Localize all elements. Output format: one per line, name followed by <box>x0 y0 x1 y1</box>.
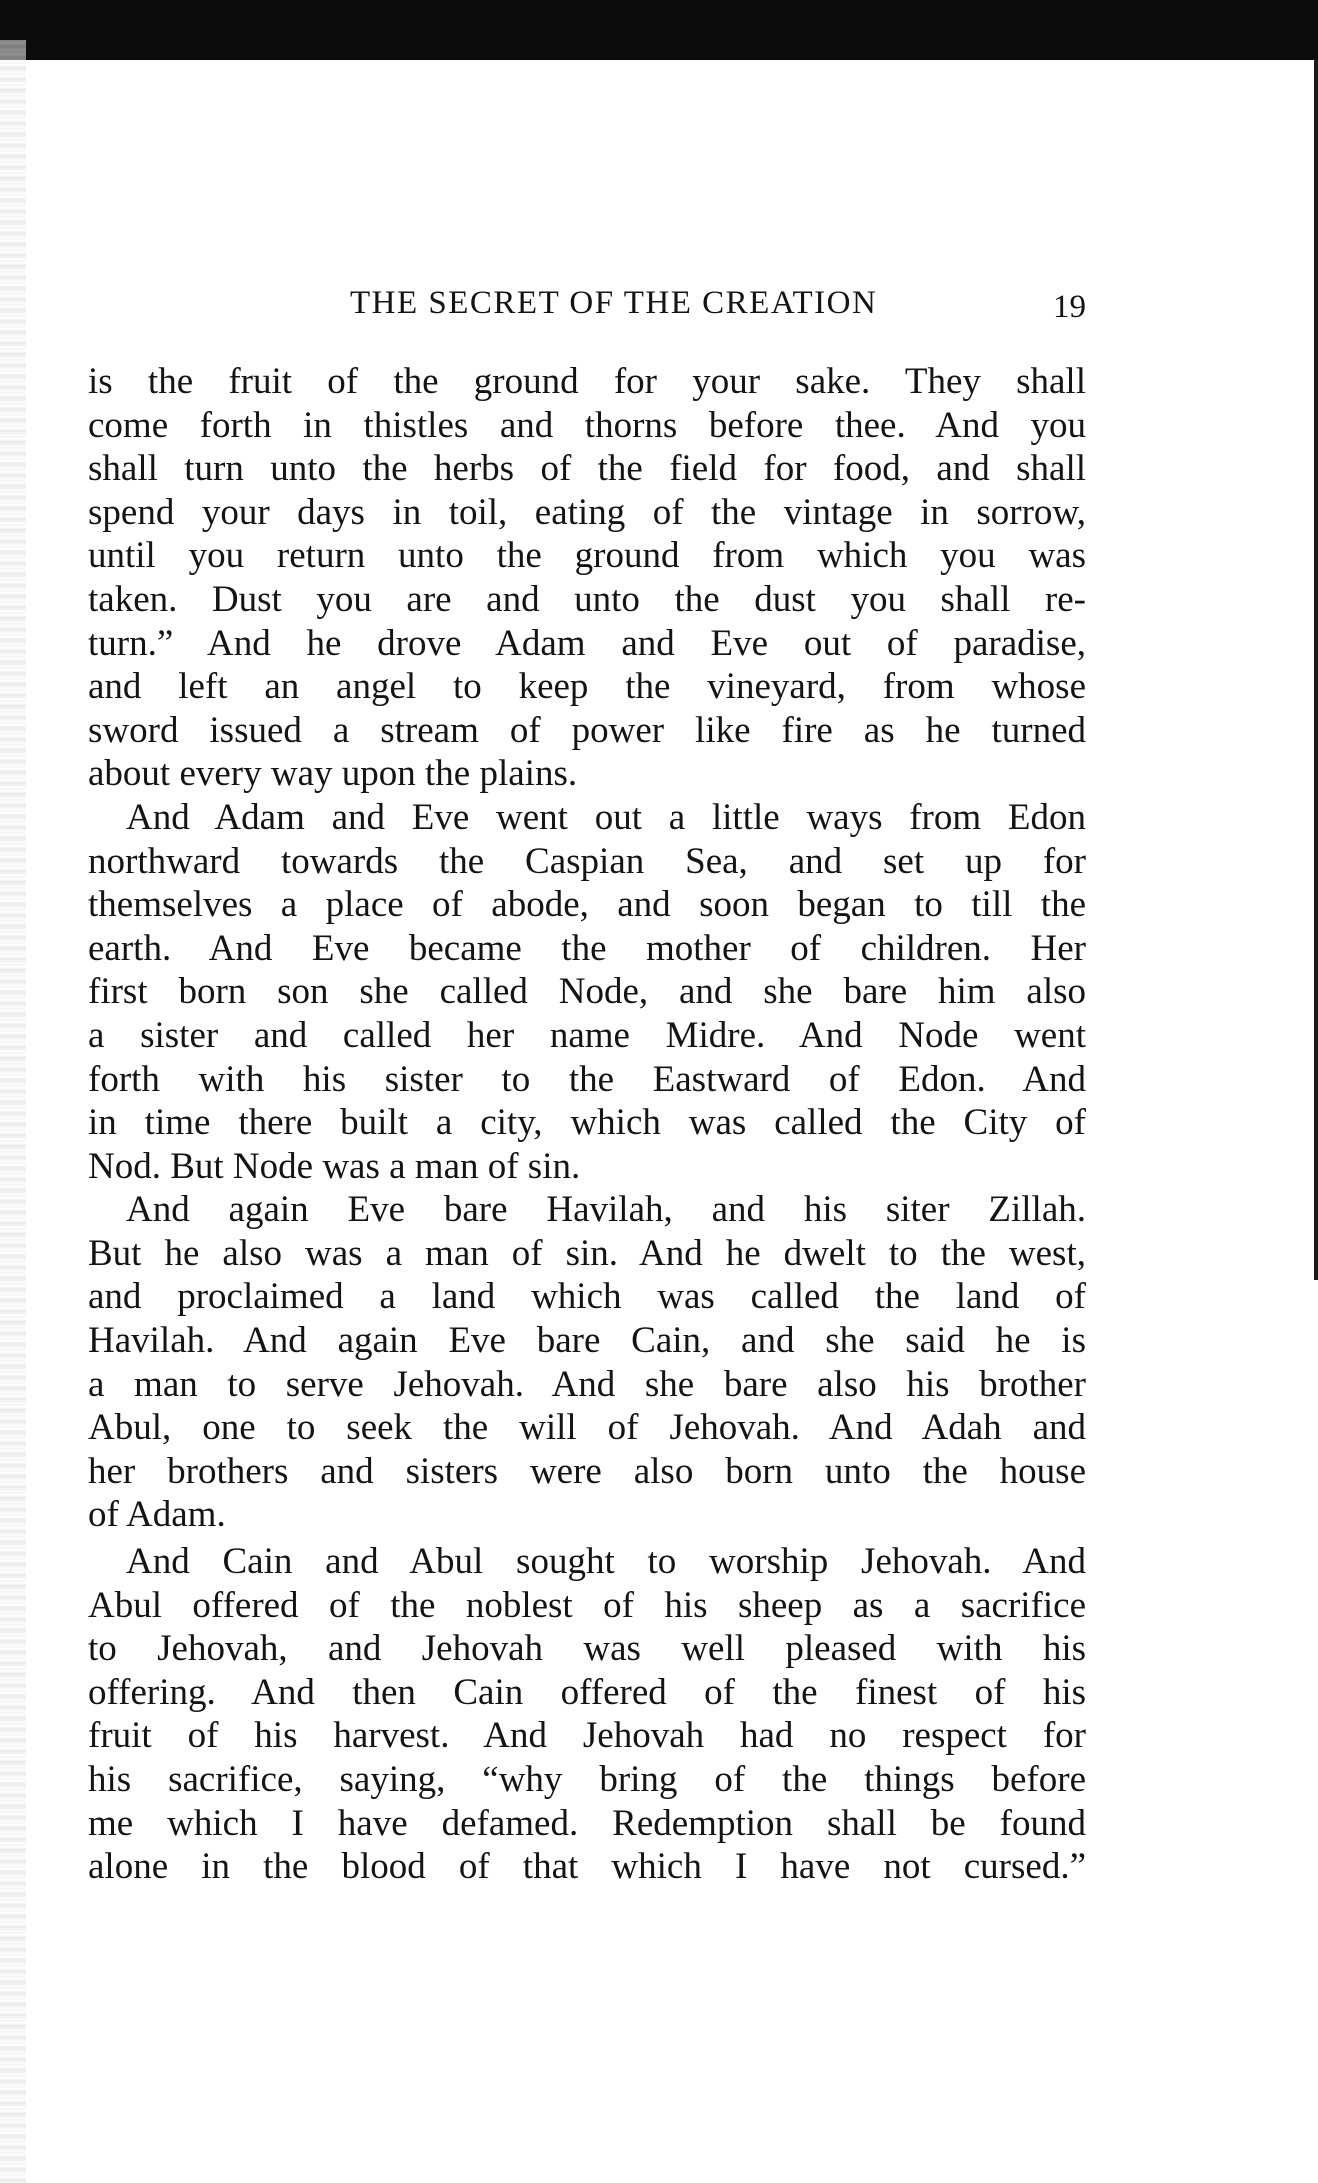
text-line: until you return unto the ground from which you was <box>88 535 1086 577</box>
text-line: me which I have defamed. Redemption shall be found <box>88 1802 1086 1844</box>
paragraph-first-line: And Cain and Abul sought to worship Jehovah. And <box>126 1541 1086 1583</box>
text-line: his sacrifice, saying, “why bring of the things before <box>88 1759 1086 1800</box>
paragraph-last-line: Nod. But Node was a man of sin. <box>88 1145 581 1187</box>
page-number: 19 <box>1053 289 1086 325</box>
paragraph-first-line: And again Eve bare Havilah, and his siter Zillah. <box>126 1189 1086 1231</box>
paragraph-first-line: And Adam and Eve went out a little ways from Edon <box>126 796 1086 838</box>
text-line: earth. And Eve became the mother of children. Her <box>88 927 1086 969</box>
text-line: Havilah. And again Eve bare Cain, and she said he is <box>88 1320 1086 1362</box>
text-line: her brothers and sisters were also born unto the house <box>88 1450 1086 1492</box>
scan-right-edge <box>1314 60 1318 1280</box>
text-line: to Jehovah, and Jehovah was well pleased with his <box>88 1628 1086 1670</box>
text-line: and proclaimed a land which was called the land of <box>88 1276 1086 1318</box>
text-line: themselves a place of abode, and soon began to till the <box>88 884 1086 926</box>
text-line: shall turn unto the herbs of the field for food, and shall <box>88 448 1086 490</box>
text-line: come forth in thistles and thorns before thee. And you <box>88 404 1086 446</box>
text-line: offering. And then Cain offered of the finest of his <box>88 1671 1086 1713</box>
text-line: Abul offered of the noblest of his sheep as a sacrifice <box>88 1584 1086 1626</box>
text-line: a sister and called her name Midre. And Node went <box>88 1014 1086 1056</box>
text-line: is the fruit of the ground for your sake. They shall <box>88 361 1086 402</box>
text-line: a man to serve Jehovah. And she bare also his brother <box>88 1363 1086 1405</box>
paragraph-last-line: of Adam. <box>88 1494 226 1536</box>
text-line: alone in the blood of that which I have not cursed.” <box>88 1846 1086 1888</box>
scan-left-edge <box>0 40 26 2183</box>
text-line: taken. Dust you are and unto the dust you shall re- <box>88 578 1086 620</box>
text-line: in time there built a city, which was called the City of <box>88 1102 1086 1144</box>
text-line: fruit of his harvest. And Jehovah had no respect for <box>88 1715 1086 1757</box>
text-line: and left an angel to keep the vineyard, from whose <box>88 666 1086 708</box>
paragraph-last-line: about every way upon the plains. <box>88 753 578 795</box>
text-line: turn.” And he drove Adam and Eve out of paradise, <box>88 622 1086 664</box>
text-line: But he also was a man of sin. And he dwelt to the west, <box>88 1232 1086 1274</box>
text-line: first born son she called Node, and she bare him also <box>88 971 1086 1013</box>
text-line: northward towards the Caspian Sea, and set up for <box>88 840 1086 882</box>
scan-top-border <box>0 0 1318 60</box>
text-line: forth with his sister to the Eastward of Edon. And <box>88 1058 1086 1100</box>
body-text <box>88 360 1086 1889</box>
text-line: sword issued a stream of power like fire as he turned <box>88 709 1086 751</box>
running-title: THE SECRET OF THE CREATION <box>350 285 878 321</box>
text-line: Abul, one to seek the will of Jehovah. And Adah and <box>88 1407 1086 1449</box>
text-line: spend your days in toil, eating of the vintage in sorrow, <box>88 491 1086 533</box>
running-header <box>88 278 1086 328</box>
